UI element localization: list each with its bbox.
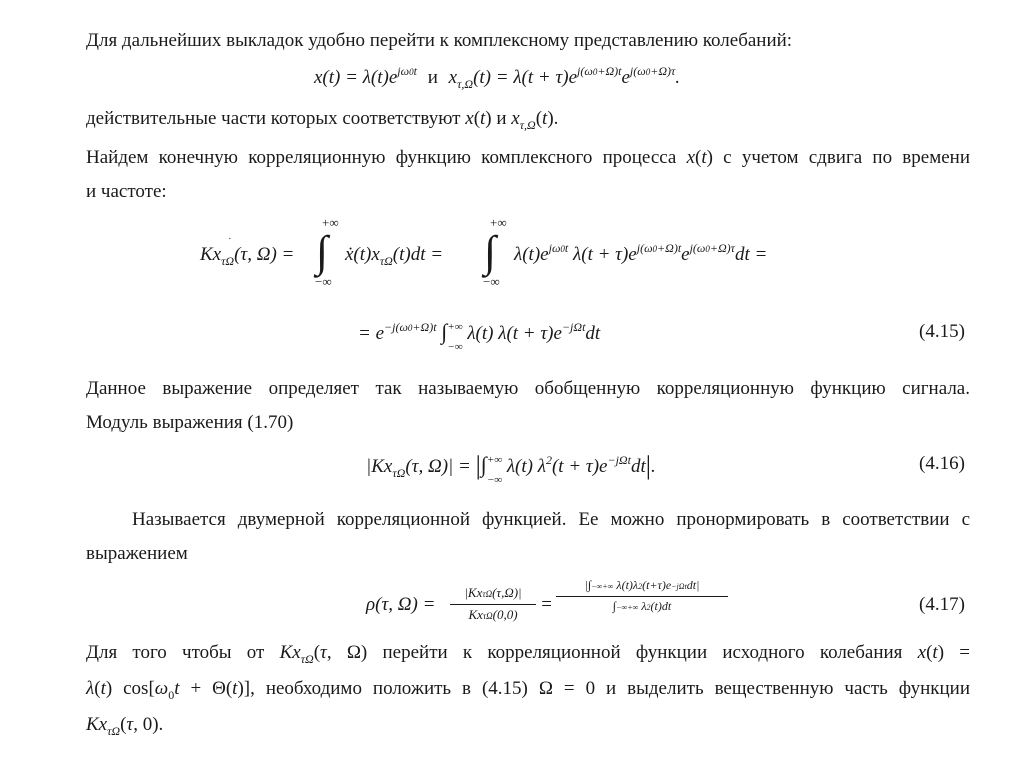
paragraph-2d-line2: выражением bbox=[86, 543, 188, 564]
paragraph-2d-line1: Называется двумерной корреляционной функцией. Ее можно пронормировать в соответствии с bbox=[132, 509, 970, 530]
equation-4-15-lhs: $Kx_{\tau\Omega}(\tau$, Ω) = bbox=[200, 244, 295, 268]
paragraph-generalized-line1: Данное выражение определяет так называемую обобщенную корреляционную функцию сигнала. bbox=[86, 378, 970, 399]
paragraph-real-parts: действительные части которых соответствуют x(t) и $x_{\tau,\Omega}(t)$. bbox=[86, 108, 559, 132]
paragraph-correlation-line1: Найдем конечную корреляционную функцию комплексного процесса x(t) с учетом сдвига по времени bbox=[86, 147, 970, 168]
equation-number-4-17: (4.17) bbox=[919, 594, 965, 615]
equation-4-15-integrand-2: $\lambda(t)e^{j\omega 0t}$ $\lambda(t + \tau)e^{j(\omega 0+\Omega)t}e^{j(\omega 0+\Omega)\tau}dt$ = bbox=[514, 241, 768, 265]
paragraph-final-line3: $Kx_{\tau\Omega}(\tau$, 0). bbox=[86, 714, 164, 738]
equation-number-4-15: (4.15) bbox=[919, 321, 965, 342]
int2-upper: +∞ bbox=[490, 215, 507, 230]
integral-sign-2: ∫ bbox=[484, 227, 497, 276]
paragraph-generalized-line2: Модуль выражения (1.70) bbox=[86, 412, 294, 433]
fraction-1: |KxτΩ(τ,Ω)| KxτΩ(0,0) bbox=[450, 585, 536, 624]
equation-4-17-lhs: ρ(τ, Ω) = bbox=[366, 594, 436, 615]
dot-accent: ˙ bbox=[228, 236, 232, 248]
equation-4-15-integrand-1: $ẋ(t)x_{\tau\Omega}(t)dt$ = bbox=[345, 244, 444, 268]
int1-upper: +∞ bbox=[322, 215, 339, 230]
integral-sign-1: ∫ bbox=[316, 227, 329, 276]
paragraph-final-line2: λ(t) $\cos[\omega_0t + \Theta(t)]$, необходимо положить в (4.15) Ω = 0 и выделить вещественную часть функции bbox=[86, 678, 970, 702]
equation-number-4-16: (4.16) bbox=[919, 453, 965, 474]
equation-definition: $x(t) = \lambda(t)e^{j\omega 0t}$ и $x_{\tau,\Omega}(t) = \lambda(t + \tau)e^{j(\omega 0+\Omega)t}e^{j(\omega 0+\Omega)\tau}$. bbox=[314, 64, 681, 91]
equation-4-17-eq: = bbox=[540, 594, 553, 615]
paragraph-correlation-line2: и частоте: bbox=[86, 181, 167, 202]
int1-lower: −∞ bbox=[315, 274, 332, 289]
equation-4-16: $|Kx_{\tau\Omega}(\tau$, Ω)| = |∫ +∞ −∞ λ(t) $\lambda^2(t + \tau)e^{-j\Omega t}dt|$. bbox=[366, 451, 656, 486]
int2-lower: −∞ bbox=[483, 274, 500, 289]
equation-4-15-result: = $e^{-j(\omega 0+\Omega)t}$ ∫ +∞ −∞ λ(t) $\lambda(t + \tau)e^{-j\Omega t}dt$ bbox=[358, 319, 601, 353]
paragraph-final-line1: Для того чтобы от $Kx_{\tau\Omega}(\tau$, Ω) перейти к корреляционной функции исходного колебания x(t) = bbox=[86, 642, 970, 666]
paragraph-intro: Для дальнейших выкладок удобно перейти к комплексному представлению колебаний: bbox=[86, 30, 793, 51]
fraction-2: |∫−∞+∞ λ(t)λ2(t+τ)e−jΩtdt| ∫−∞+∞ λ2(t)dt bbox=[556, 578, 728, 615]
